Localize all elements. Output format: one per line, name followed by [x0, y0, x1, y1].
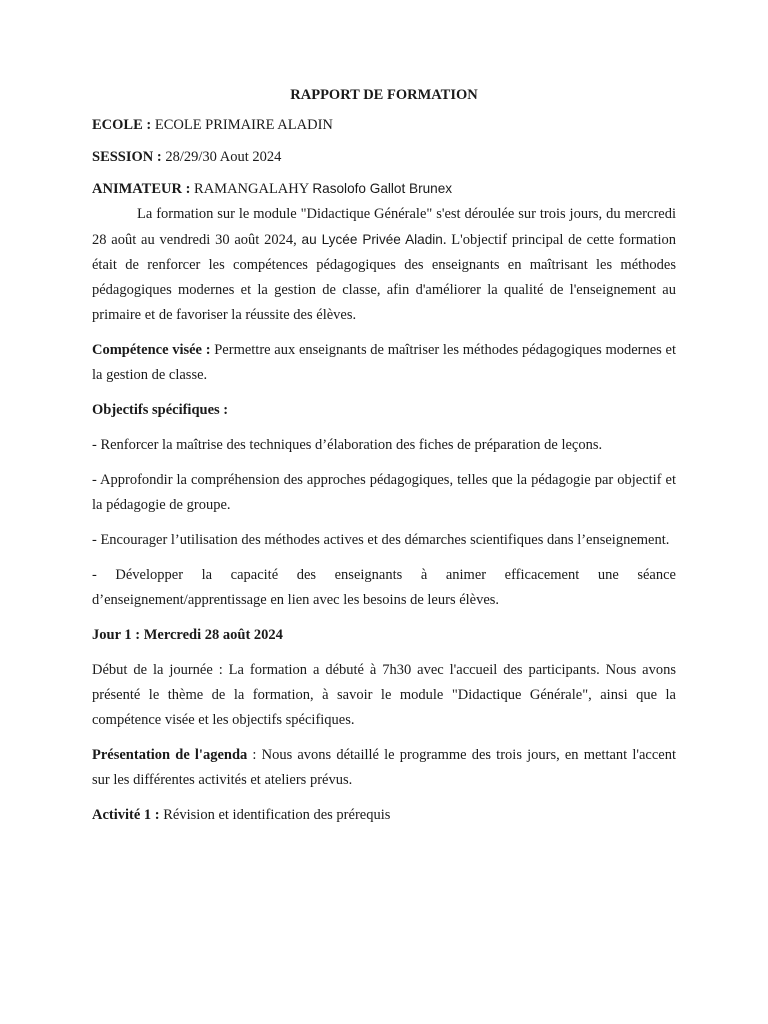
objectives-heading: Objectifs spécifiques : — [92, 402, 229, 418]
report-title: RAPPORT DE FORMATION — [290, 87, 478, 103]
intro-text-a: La formation sur le module "Didactique Générale" s'est déroulée sur trois jours, du mercredi 28 août au vendredi 30 août 2024, — [92, 206, 676, 248]
agenda-paragraph — [92, 743, 676, 793]
session-value: 28/29/30 Aout 2024 — [161, 149, 282, 165]
intro-paragraph — [92, 202, 676, 328]
intro-text-c: . L'objectif principal de cette formation était de renforcer les compétences pédagogiques des enseignants en maîtrisant les méthodes pédagogiques modernes et la gestion de classe, afin d'améliorer la qualité de l'enseignement au primaire et de favoriser la réussite des élèves. — [92, 232, 676, 323]
competence-paragraph — [92, 338, 676, 388]
animator-value-names: Rasolofo Gallot Brunex — [312, 181, 453, 196]
animator-line — [92, 178, 676, 200]
intro-text-b: au Lycée Privée Aladin — [301, 232, 443, 247]
objective-item: - Approfondir la compréhension des approches pédagogiques, telles que la pédagogie par objectif et la pédagogie de groupe. — [92, 472, 676, 513]
objective-item: - Développer la capacité des enseignants à animer efficacement une séance d’enseignement/apprentissage en lien avec les besoins de leurs élèves. — [92, 567, 676, 608]
session-line — [92, 146, 676, 168]
session-label: SESSION : — [92, 149, 162, 165]
day1-start-paragraph: Début de la journée : La formation a débuté à 7h30 avec l'accueil des participants. Nous avons présenté le thème de la formation, à savoir le module "Didactique Générale", ainsi que la compétence visée et les objectifs spécifiques. — [92, 662, 676, 728]
school-label: ECOLE : — [92, 117, 152, 133]
document-page — [92, 84, 676, 838]
school-line — [92, 114, 676, 136]
objective-item: - Renforcer la maîtrise des techniques d’élaboration des fiches de préparation de leçons. — [92, 437, 603, 453]
activity1-label: Activité 1 : — [92, 807, 160, 823]
activity1-paragraph — [92, 803, 676, 828]
activity1-text: Révision et identification des prérequis — [159, 807, 391, 823]
day1-heading: Jour 1 : Mercredi 28 août 2024 — [92, 627, 283, 643]
agenda-label: Présentation de l'agenda — [92, 747, 248, 763]
animator-label: ANIMATEUR : — [92, 181, 191, 197]
objective-item: - Encourager l’utilisation des méthodes actives et des démarches scientifiques dans l’enseignement. — [92, 532, 670, 548]
competence-label: Compétence visée : — [92, 342, 211, 358]
agenda-text: : Nous avons détaillé le programme des trois jours, en mettant l'accent sur les différentes activités et ateliers prévus. — [92, 747, 676, 788]
competence-text: Permettre aux enseignants de maîtriser les méthodes pédagogiques modernes et la gestion de classe. — [92, 342, 676, 383]
animator-value-surname: RAMANGALAHY — [190, 181, 313, 197]
school-value: ECOLE PRIMAIRE ALADIN — [151, 117, 333, 133]
